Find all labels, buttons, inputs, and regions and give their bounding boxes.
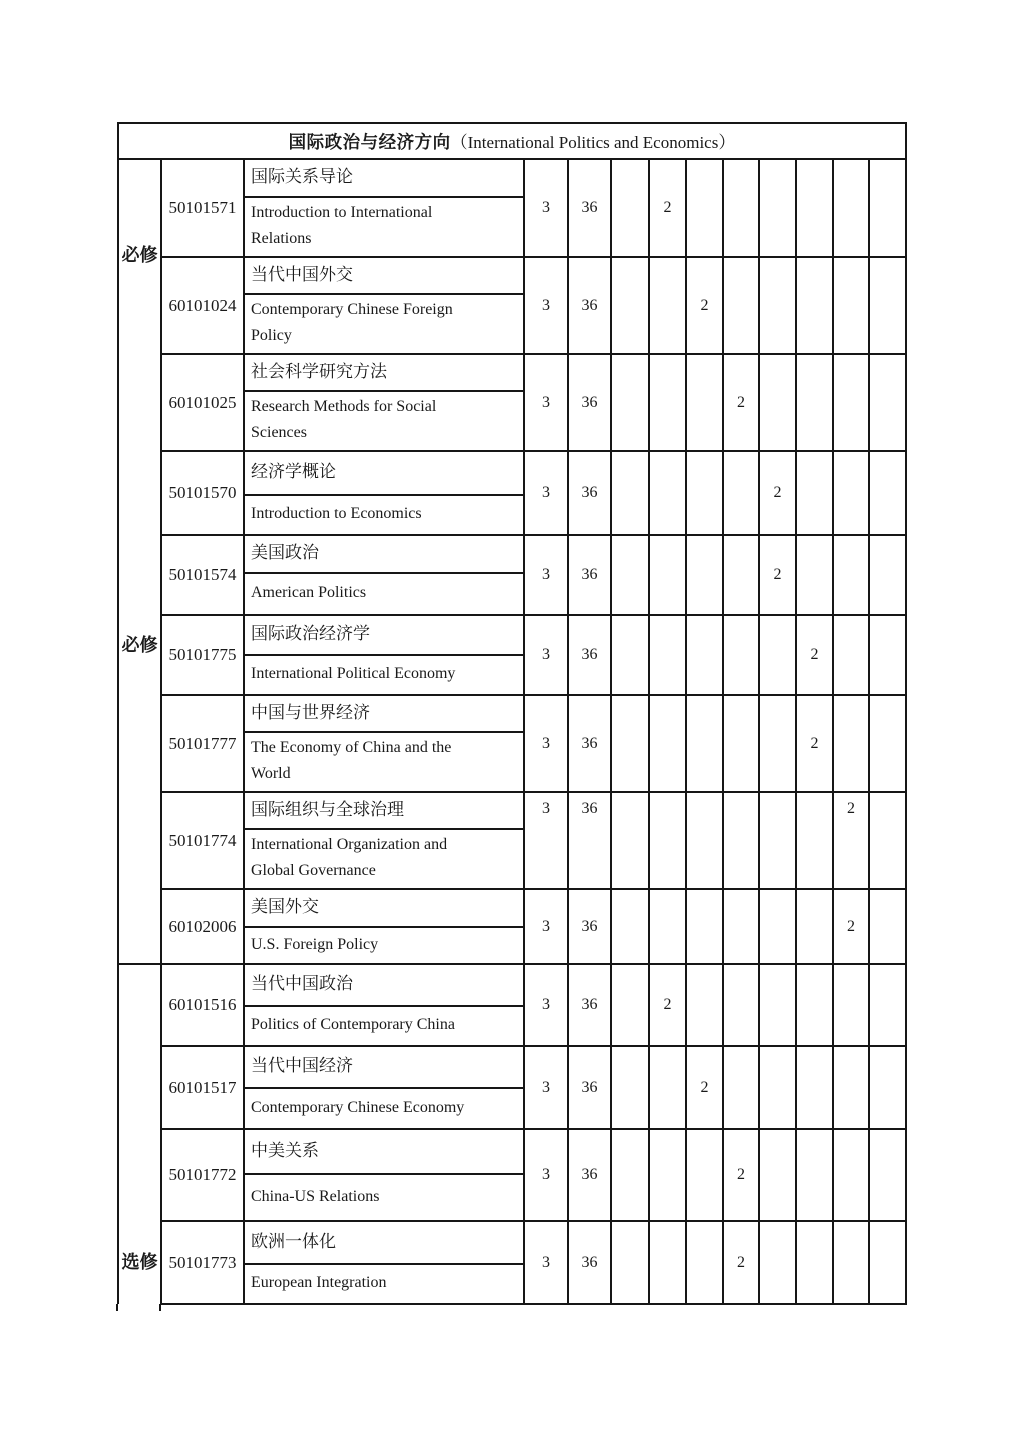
semester-cell-5: 2 [759, 451, 796, 535]
semester-cell-2 [649, 1221, 686, 1304]
semester-cell-3 [686, 964, 723, 1046]
semester-cell-4 [723, 792, 759, 889]
course-row [118, 257, 906, 294]
credit-cell: 3 [524, 257, 568, 354]
semester-cell-7 [833, 1221, 869, 1304]
semester-cell-4 [723, 889, 759, 964]
semester-cell-3 [686, 1221, 723, 1304]
semester-cell-8 [869, 1221, 906, 1304]
course-code: 50101570 [161, 451, 244, 535]
credit-cell: 3 [524, 889, 568, 964]
semester-cell-2 [649, 792, 686, 889]
hours-cell: 36 [568, 451, 611, 535]
semester-cell-8 [869, 451, 906, 535]
course-name-en: Contemporary Chinese Economy [244, 1088, 524, 1129]
credit-cell: 3 [524, 451, 568, 535]
hours-cell: 36 [568, 964, 611, 1046]
course-code: 50101774 [161, 792, 244, 889]
semester-cell-2 [649, 257, 686, 354]
course-name-zh: 中国与世界经济 [244, 695, 524, 732]
semester-cell-4: 2 [723, 1221, 759, 1304]
semester-cell-1 [611, 1129, 649, 1221]
table-title-zh: 国际政治与经济方向 [288, 132, 451, 152]
credit-cell: 3 [524, 1046, 568, 1129]
course-name-zh: 社会科学研究方法 [244, 354, 524, 391]
semester-cell-3 [686, 1129, 723, 1221]
hours-cell: 36 [568, 1129, 611, 1221]
hours-cell: 36 [568, 354, 611, 451]
course-code: 50101775 [161, 615, 244, 695]
semester-cell-8 [869, 889, 906, 964]
course-name-zh: 国际关系导论 [244, 159, 524, 197]
hours-cell: 36 [568, 615, 611, 695]
curriculum-table-wrap [117, 122, 907, 1305]
semester-cell-8 [869, 964, 906, 1046]
semester-cell-7 [833, 535, 869, 615]
semester-cell-6 [796, 964, 833, 1046]
hours-cell: 36 [568, 889, 611, 964]
credit-cell: 3 [524, 535, 568, 615]
semester-cell-8 [869, 535, 906, 615]
semester-cell-1 [611, 1046, 649, 1129]
section-label-elective: 选修 [121, 1252, 158, 1272]
table-left-border-tail [116, 1304, 118, 1311]
semester-cell-3 [686, 615, 723, 695]
course-name-en: U.S. Foreign Policy [244, 927, 524, 964]
course-name-zh: 当代中国外交 [244, 257, 524, 294]
semester-cell-2 [649, 889, 686, 964]
semester-cell-7 [833, 159, 869, 257]
semester-cell-4: 2 [723, 354, 759, 451]
course-row [118, 1129, 906, 1174]
credit-cell: 3 [524, 159, 568, 257]
course-row [118, 159, 906, 197]
section-column-border-tail [159, 1304, 161, 1311]
semester-cell-7 [833, 964, 869, 1046]
course-code: 60101517 [161, 1046, 244, 1129]
course-code: 60101024 [161, 257, 244, 354]
credit-cell: 3 [524, 964, 568, 1046]
semester-cell-4 [723, 535, 759, 615]
semester-cell-4 [723, 1046, 759, 1129]
semester-cell-6: 2 [796, 615, 833, 695]
semester-cell-6 [796, 889, 833, 964]
semester-cell-2: 2 [649, 159, 686, 257]
table-title-en: （International Politics and Economics） [450, 133, 736, 152]
course-code: 50101777 [161, 695, 244, 792]
semester-cell-2 [649, 451, 686, 535]
semester-cell-4 [723, 615, 759, 695]
section-label-required-repeat: 必修 [121, 635, 158, 655]
semester-cell-7 [833, 1046, 869, 1129]
semester-cell-8 [869, 1129, 906, 1221]
credit-cell: 3 [524, 615, 568, 695]
semester-cell-6 [796, 792, 833, 889]
semester-cell-5 [759, 1129, 796, 1221]
course-row [118, 695, 906, 732]
course-code: 50101571 [161, 159, 244, 257]
hours-cell: 36 [568, 257, 611, 354]
semester-cell-6 [796, 535, 833, 615]
semester-cell-5 [759, 792, 796, 889]
semester-cell-5 [759, 257, 796, 354]
semester-cell-3: 2 [686, 257, 723, 354]
semester-cell-2 [649, 535, 686, 615]
course-code: 50101773 [161, 1221, 244, 1304]
course-name-zh: 欧洲一体化 [244, 1221, 524, 1264]
course-name-en: European Integration [244, 1264, 524, 1304]
hours-cell: 36 [568, 159, 611, 257]
semester-cell-1 [611, 615, 649, 695]
course-row [118, 792, 906, 829]
course-row [118, 451, 906, 495]
semester-cell-1 [611, 159, 649, 257]
semester-cell-1 [611, 535, 649, 615]
semester-cell-1 [611, 451, 649, 535]
semester-cell-5 [759, 889, 796, 964]
course-name-zh: 当代中国政治 [244, 964, 524, 1006]
semester-cell-2 [649, 354, 686, 451]
semester-cell-3 [686, 159, 723, 257]
semester-cell-6 [796, 1221, 833, 1304]
semester-cell-2 [649, 695, 686, 792]
course-name-en: Introduction to Economics [244, 495, 524, 535]
semester-cell-4 [723, 159, 759, 257]
title-row [118, 123, 906, 159]
semester-cell-2: 2 [649, 964, 686, 1046]
credit-cell: 3 [524, 695, 568, 792]
credit-cell: 3 [524, 1221, 568, 1304]
semester-cell-1 [611, 695, 649, 792]
course-name-zh: 美国政治 [244, 535, 524, 573]
course-name-zh: 美国外交 [244, 889, 524, 927]
course-row [118, 354, 906, 391]
semester-cell-3: 2 [686, 1046, 723, 1129]
semester-cell-4 [723, 964, 759, 1046]
course-name-en: The Economy of China and the World [244, 732, 524, 792]
course-row [118, 615, 906, 655]
semester-cell-5 [759, 964, 796, 1046]
semester-cell-5 [759, 615, 796, 695]
semester-cell-3 [686, 889, 723, 964]
course-row [118, 1221, 906, 1264]
course-name-zh: 中美关系 [244, 1129, 524, 1174]
semester-cell-4 [723, 257, 759, 354]
course-name-zh: 国际组织与全球治理 [244, 792, 524, 829]
semester-cell-3 [686, 535, 723, 615]
semester-cell-8 [869, 695, 906, 792]
course-name-en: American Politics [244, 573, 524, 615]
semester-cell-7 [833, 354, 869, 451]
course-row [118, 1046, 906, 1088]
semester-cell-7: 2 [833, 792, 869, 889]
semester-cell-4 [723, 695, 759, 792]
course-code: 60101516 [161, 964, 244, 1046]
credit-cell: 3 [524, 354, 568, 451]
semester-cell-6 [796, 354, 833, 451]
hours-cell: 36 [568, 792, 611, 889]
course-name-en: Politics of Contemporary China [244, 1006, 524, 1046]
semester-cell-1 [611, 964, 649, 1046]
semester-cell-7 [833, 1129, 869, 1221]
semester-cell-4: 2 [723, 1129, 759, 1221]
semester-cell-6 [796, 1129, 833, 1221]
semester-cell-5 [759, 159, 796, 257]
semester-cell-8 [869, 354, 906, 451]
hours-cell: 36 [568, 695, 611, 792]
semester-cell-3 [686, 354, 723, 451]
semester-cell-5 [759, 1046, 796, 1129]
semester-cell-2 [649, 1046, 686, 1129]
curriculum-table [117, 122, 907, 1305]
course-code: 60101025 [161, 354, 244, 451]
semester-cell-8 [869, 1046, 906, 1129]
semester-cell-5 [759, 695, 796, 792]
course-name-zh: 国际政治经济学 [244, 615, 524, 655]
semester-cell-6 [796, 257, 833, 354]
course-name-en: Contemporary Chinese Foreign Policy [244, 294, 524, 354]
section-cell-elective [118, 964, 161, 1304]
semester-cell-1 [611, 792, 649, 889]
course-row [118, 889, 906, 927]
semester-cell-6: 2 [796, 695, 833, 792]
semester-cell-8 [869, 792, 906, 889]
course-name-en: China-US Relations [244, 1174, 524, 1221]
section-label-required: 必修 [121, 245, 158, 265]
semester-cell-1 [611, 354, 649, 451]
course-name-zh: 经济学概论 [244, 451, 524, 495]
semester-cell-1 [611, 257, 649, 354]
course-name-en: Introduction to International Relations [244, 197, 524, 257]
hours-cell: 36 [568, 1046, 611, 1129]
semester-cell-1 [611, 889, 649, 964]
semester-cell-6 [796, 451, 833, 535]
course-row [118, 964, 906, 1006]
credit-cell: 3 [524, 792, 568, 889]
section-cell-required [118, 159, 161, 964]
semester-cell-3 [686, 695, 723, 792]
course-name-en: International Political Economy [244, 655, 524, 695]
course-row [118, 535, 906, 573]
semester-cell-5 [759, 354, 796, 451]
semester-cell-7: 2 [833, 889, 869, 964]
semester-cell-2 [649, 615, 686, 695]
semester-cell-3 [686, 451, 723, 535]
hours-cell: 36 [568, 535, 611, 615]
hours-cell: 36 [568, 1221, 611, 1304]
semester-cell-5 [759, 1221, 796, 1304]
semester-cell-5: 2 [759, 535, 796, 615]
semester-cell-6 [796, 159, 833, 257]
course-code: 50101574 [161, 535, 244, 615]
table-title [118, 123, 906, 159]
semester-cell-8 [869, 159, 906, 257]
semester-cell-8 [869, 257, 906, 354]
semester-cell-3 [686, 792, 723, 889]
semester-cell-2 [649, 1129, 686, 1221]
semester-cell-8 [869, 615, 906, 695]
semester-cell-1 [611, 1221, 649, 1304]
semester-cell-6 [796, 1046, 833, 1129]
course-code: 50101772 [161, 1129, 244, 1221]
semester-cell-7 [833, 615, 869, 695]
semester-cell-7 [833, 257, 869, 354]
semester-cell-4 [723, 451, 759, 535]
course-name-en: International Organization and Global Governance [244, 829, 524, 889]
course-code: 60102006 [161, 889, 244, 964]
semester-cell-7 [833, 451, 869, 535]
course-name-zh: 当代中国经济 [244, 1046, 524, 1088]
course-name-en: Research Methods for Social Sciences [244, 391, 524, 451]
semester-cell-7 [833, 695, 869, 792]
credit-cell: 3 [524, 1129, 568, 1221]
